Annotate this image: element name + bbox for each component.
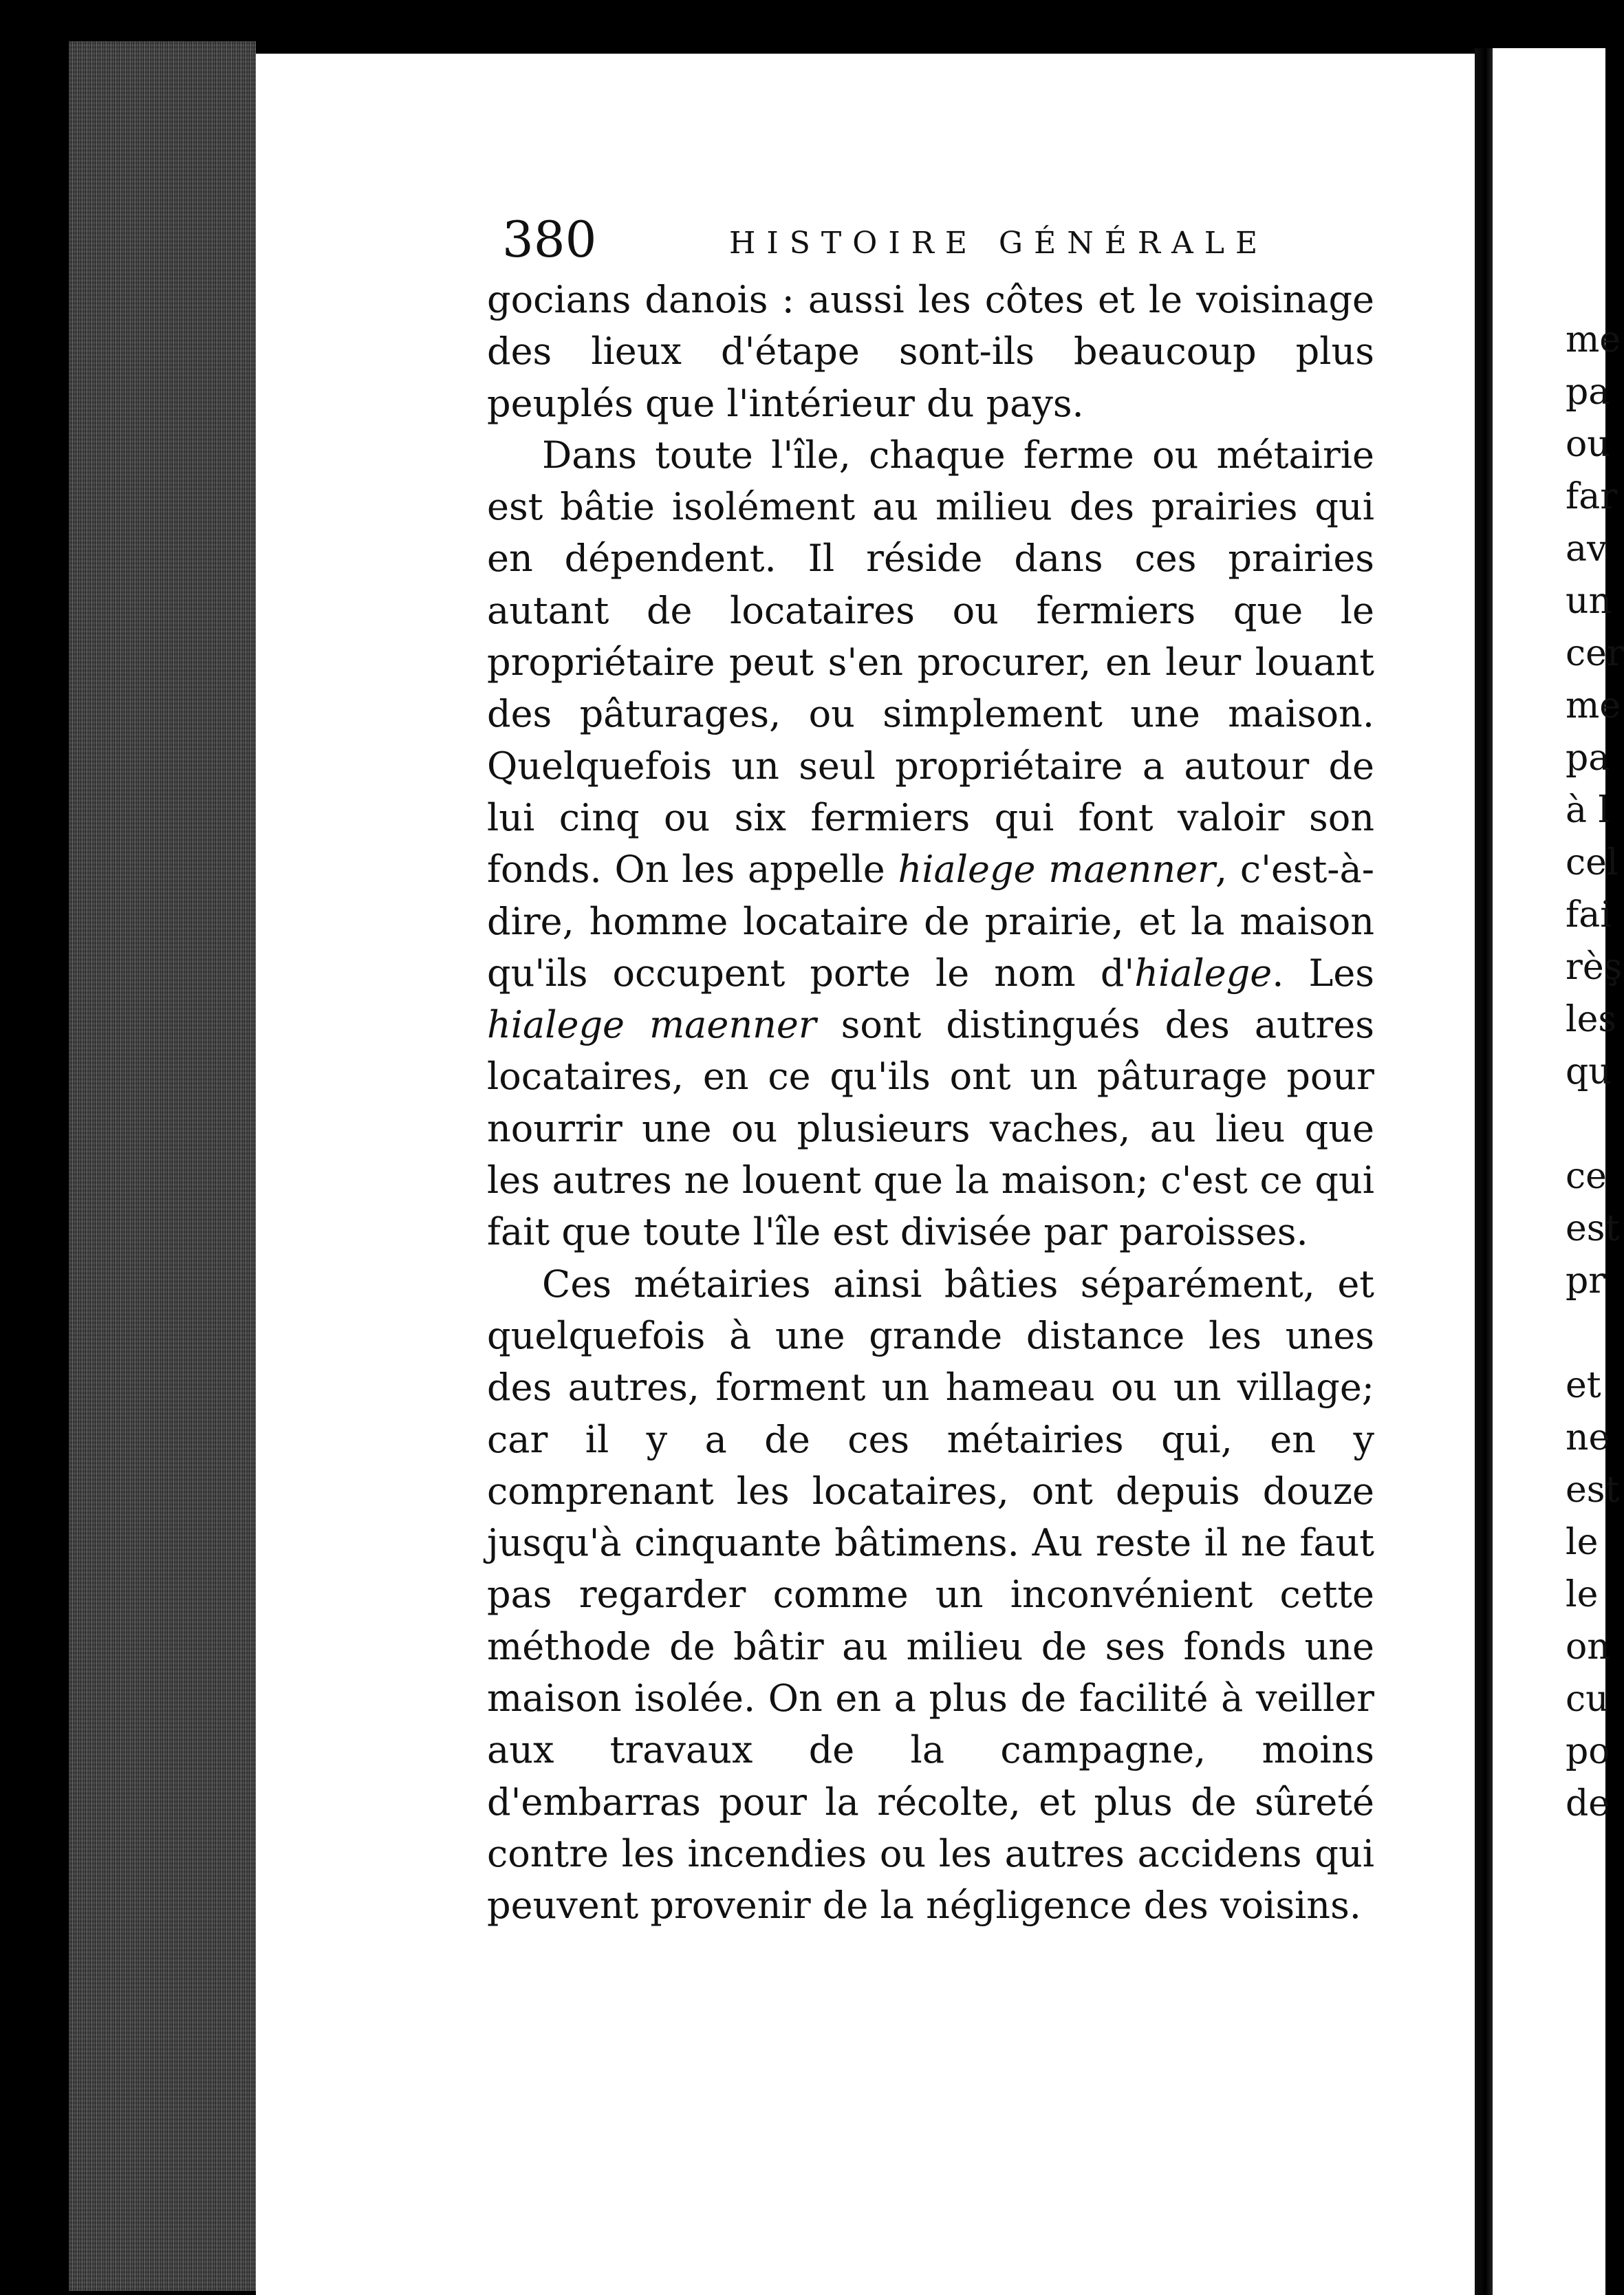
facing-page-fragment: fai: [1566, 894, 1612, 936]
paragraph: [487, 429, 1374, 1258]
book-page-edges: [69, 41, 256, 2291]
text-run: Ces métairies ainsi bâties séparément, et quelquefois à une grande distance les unes des autres, forment un hameau ou un village; car il y a de ces métairies qui, en y comprenant les locataires, ont depuis douze jusqu'à cinquante bâtimens. Au reste il ne faut pas regarder comme un inconvénient cette méthode de bâtir au milieu de ses fonds une maison isolée. On en a plus de facilité à veiller aux travaux de la campagne, moins d'embarras pour la récolte, et plus de sûreté contre les incendies ou les autres accidens qui peuvent provenir de la négligence des voisins.: [487, 1262, 1374, 1928]
italic-term: hialege maenner: [487, 1003, 816, 1047]
facing-page-fragment: [1566, 1307, 1605, 1359]
facing-page-fragment: cu: [1566, 1679, 1609, 1720]
page-header: [502, 211, 1396, 266]
facing-page-fragment: est: [1566, 1208, 1620, 1249]
paragraph: [487, 274, 1374, 429]
facing-page-fragment: [1566, 1098, 1605, 1150]
facing-page-fragment: qu: [1566, 1051, 1612, 1092]
facing-page-fragment: le: [1566, 1574, 1599, 1615]
text-run: . Les: [1272, 951, 1375, 995]
facing-page-fragment: me: [1566, 685, 1621, 726]
facing-page-fragment: po: [1566, 1731, 1610, 1772]
facing-page-fragment: les: [1566, 999, 1617, 1040]
book-gutter: [1475, 48, 1493, 2295]
facing-page-text: [1566, 314, 1624, 1830]
facing-page-fragment: pa: [1566, 371, 1610, 413]
facing-page-fragment: on: [1566, 1626, 1610, 1668]
facing-page-fragment: cer: [1566, 633, 1624, 674]
page-number: 380: [502, 211, 597, 268]
facing-page-fragment: pr: [1566, 1260, 1606, 1302]
facing-page-fragment: av: [1566, 528, 1607, 570]
facing-page-fragment: ce: [1566, 1156, 1607, 1197]
text-run: gocians danois : aussi les côtes et le voisinage des lieux d'étape sont-ils beaucoup plus peuplés que l'intérieur du pays.: [487, 278, 1374, 425]
facing-page-fragment: à l: [1566, 790, 1610, 831]
facing-page-fragment: rèş: [1566, 947, 1623, 988]
facing-page-fragment: ne: [1566, 1417, 1610, 1458]
italic-term: hialege: [1134, 951, 1273, 995]
facing-page-fragment: est: [1566, 1469, 1620, 1511]
running-head: HISTOIRE GÉNÉRALE: [729, 226, 1269, 261]
facing-page-fragment: un: [1566, 581, 1612, 622]
paragraph: [487, 1258, 1374, 1932]
facing-page-fragment: et: [1566, 1365, 1601, 1406]
text-run: sont distingués des autres locataires, en ce qu'ils ont un pâturage pour nourrir une ou plusieurs vaches, au lieu que les autres ne louent que la maison; c'est ce qui fait que toute l'île est divisée par paroisses.: [487, 1003, 1375, 1254]
facing-page-fragment: le: [1566, 1522, 1599, 1563]
facing-page-fragment: far: [1566, 476, 1618, 517]
text-run: Dans toute l'île, chaque ferme ou métairie est bâtie isolément au milieu des prairies qui en dépendent. Il réside dans ces prairies autant de locataires ou fermiers que le propriétaire peut s'en procurer, en leur louant des pâturages, ou simplement une maison. Quelquefois un seul propriétaire a autour de lui cinq ou six fermiers qui font valoir son fonds. On les appelle: [487, 433, 1374, 892]
body-text: [487, 274, 1374, 1932]
facing-page-fragment: pa: [1566, 737, 1610, 779]
facing-page-fragment: ou: [1566, 424, 1610, 465]
facing-page-fragment: me: [1566, 319, 1621, 360]
text-run: , c'est-à-dire, homme locataire de prairie, et la maison qu'ils occupent porte le nom d': [487, 848, 1374, 995]
facing-page-fragment: de: [1566, 1783, 1610, 1824]
facing-page-fragment: cel: [1566, 842, 1618, 883]
italic-term: hialege maenner: [898, 848, 1215, 892]
